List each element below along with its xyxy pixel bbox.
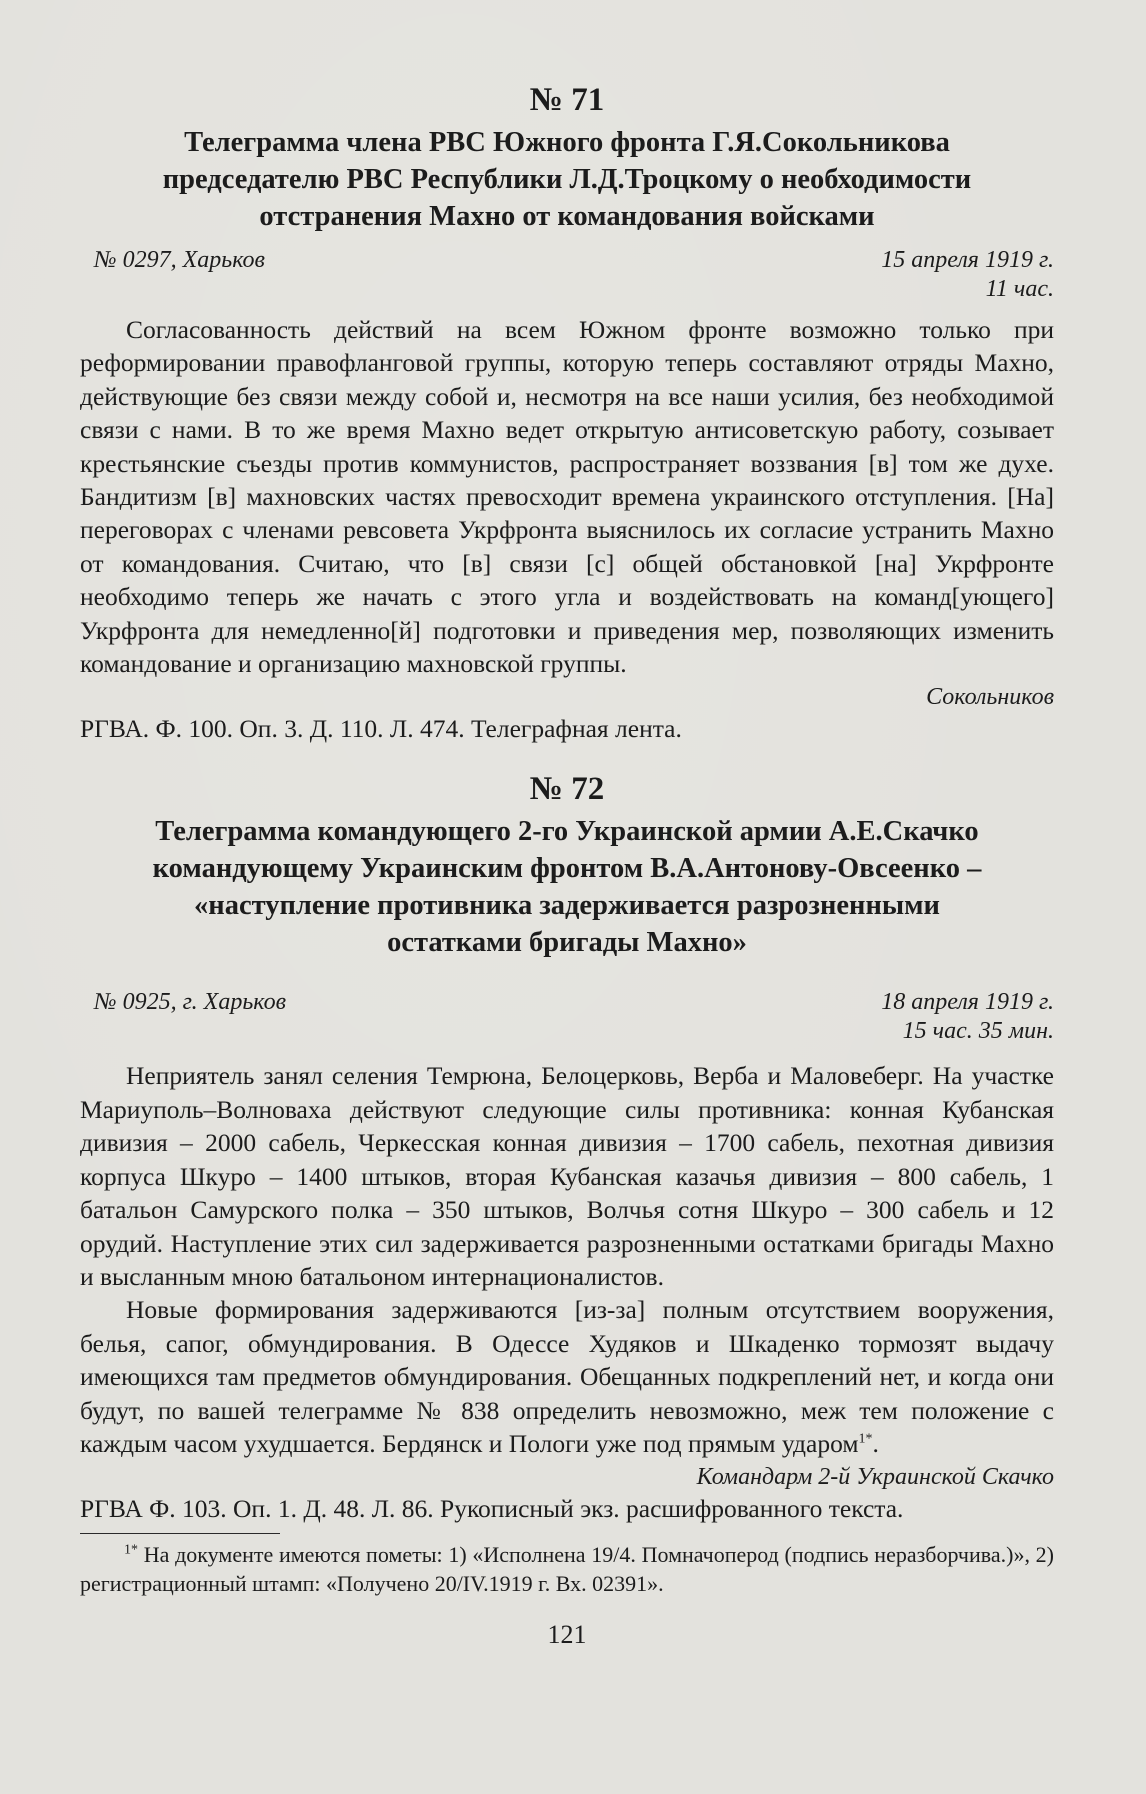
document-paragraph: Неприятель занял селения Темрюна, Белоцерковь, Верба и Маловеберг. На участке Мариуполь–Волноваха действуют следующие силы противника: конная Кубанская дивизия – 2000 сабель, Черкесская конная дивизия – 1700 сабель, пехотная дивизия корпуса Шкуро – 1400 штыков, вторая Кубанская казачья дивизия – 800 сабель, 1 батальон Самурского полка – 350 штыков, Волчья сотня Шкуро – 300 сабель и 12 орудий. Наступление этих сил задерживается разрозненными остатками бригады Махно и высланным мною батальоном интернационалистов. <box>80 1061 1054 1291</box>
document-72 <box>80 769 1054 1525</box>
title-line: остатками бригады Махно» <box>387 927 747 959</box>
footnote-mark: 1* <box>124 1543 138 1559</box>
footnote-divider <box>80 1533 280 1534</box>
archive-source: РГВА Ф. 103. Оп. 1. Д. 48. Л. 86. Рукописный экз. расшифрованного текста. <box>80 1494 904 1524</box>
document-71 <box>80 80 1054 745</box>
footnote-text: На документе имеются пометы: 1) «Исполнена 19/4. Помначоперод (подпись неразборчива.)», 2) регистрационный штамп: «Получено 20/IV.1919 г. Вх. 02391». <box>80 1542 1055 1597</box>
document-number: № 71 <box>529 82 605 118</box>
document-meta <box>80 245 1054 275</box>
document-paragraph: Согласованность действий на всем Южном фронте возможно только при реформировании правофланговой группы, которую теперь составляют отряды Махно, действующие без связи между собой и, несмотря на все наши усилия, без необходимой связи с нами. В то же время Махно ведет открытую антисоветскую работу, созывает крестьянские съезды против коммунистов, распространяет воззвания [в] том же духе. Бандитизм [в] махновских частях превосходит времена украинского отступления. [На] переговорах с членами ревсовета Укрфронта выяснилось их согласие устранить Махно от командования. Считаю, что [в] связи [с] общей обстановкой [на] Укрфронте необходимо теперь же начать с этого угла и воздействовать на команд[ующего] Укрфронта для немедленно[й] подготовки и приведения мер, позволяющих изменить командование и организацию махновской группы. <box>80 315 1054 679</box>
document-paragraph: Новые формирования задерживаются [из-за] полным отсутствием вооружения, белья, сапог, обмундирования. В Одессе Худяков и Шкаденко тормозят выдачу имеющихся там предметов обмундирования. Обещанных подкреплений нет, и когда они будут, по вашей телеграмме № 838 определить невозможно, меж тем положение с каждым часом ухудшается. Бердянск и Пологи уже под прямым ударом$^{1*}$. <box>80 1295 1054 1458</box>
title-line: председателю РВС Республики Л.Д.Троцкому о необходимости <box>162 164 972 195</box>
archive-source: РГВА. Ф. 100. Оп. 3. Д. 110. Л. 474. Телеграфная лента. <box>80 714 682 744</box>
title-line: командующему Украинским фронтом В.А.Антонову-Овсеенко – <box>152 853 982 885</box>
document-id: № 0297, Харьков <box>94 247 265 273</box>
document-title <box>80 813 1054 961</box>
document-date: 15 апреля 1919 г. <box>881 247 1054 273</box>
title-line: Телеграмма командующего 2-го Украинской армии А.Е.Скачко <box>155 816 979 848</box>
document-date: 18 апреля 1919 г. <box>881 989 1054 1016</box>
document-time: 11 час. <box>985 276 1054 302</box>
document-signature: Командарм 2-й Украинской Скачко <box>696 1464 1054 1491</box>
paragraph-text: Новые формирования задерживаются [из-за] полным отсутствием вооружения, белья, сапог, обмундирования. В Одессе Худяков и Шкаденко тормозят выдачу имеющихся там предметов обмундирования. Обещанных подкреплений нет, и когда они будут, по вашей телеграмме № 838 определить невозможно, меж тем положение с каждым часом ухудшается. Бердянск и Пологи уже под прямым ударом <box>80 1295 1054 1458</box>
document-number: № 72 <box>529 771 605 808</box>
document-title <box>80 124 1054 235</box>
title-line: «наступление противника задерживается разрозненными <box>194 890 940 922</box>
page-number: 121 <box>547 1620 587 1650</box>
footnote-reference: 1* <box>858 1431 873 1447</box>
document-signature: Сокольников <box>926 684 1054 711</box>
title-line: отстранения Махно от командования войсками <box>259 201 875 232</box>
document-time: 15 час. 35 мин. <box>902 1018 1054 1045</box>
document-meta <box>80 987 1054 1017</box>
document-id: № 0925, г. Харьков <box>94 989 286 1016</box>
footnote <box>80 1540 1054 1598</box>
title-line: Телеграмма члена РВС Южного фронта Г.Я.Сокольникова <box>184 127 950 158</box>
